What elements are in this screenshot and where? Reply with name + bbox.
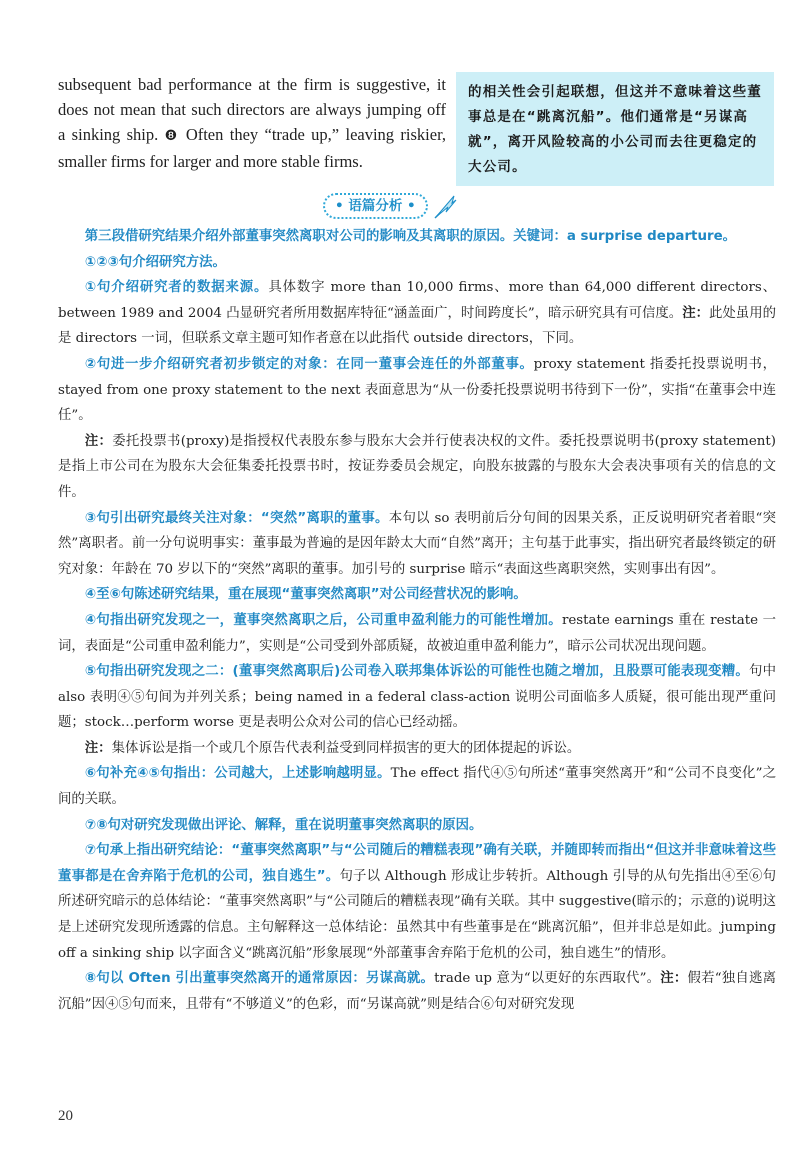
analysis-paragraph — [58, 429, 776, 506]
body-text: 集体诉讼是指一个或几个原告代表利益受到同样损害的更大的团体提起的诉讼。 — [111, 740, 581, 756]
body-text: 假若“独自逃离沉船”因④⑤句而来，且带有“不够道义”的色彩，而“另谋高就”则是结合⑥句对研究发现 — [58, 971, 776, 1012]
highlight-text: ④至⑥句陈述研究结果，重在展现“董事突然离职”对公司经营状况的影响。 — [84, 587, 527, 603]
analysis-paragraph — [58, 659, 776, 736]
analysis-paragraph — [58, 352, 776, 429]
note-label: 注： — [84, 740, 112, 756]
english-text-b: Often they “trade up,” leaving riskier, smaller firms for larger and more stable firms. — [58, 125, 447, 171]
sentence-8-marker: ❽ — [164, 128, 180, 144]
body-text: trade up 意为“以更好的东西取代”。 — [434, 971, 661, 987]
analysis-paragraph — [58, 582, 776, 608]
analysis-paragraph — [58, 761, 776, 812]
body-text: proxy statement 指委托投票说明书，stayed from one proxy statement to the next 表面意思为“从一份委托投票说明书待到下一份”，实指“在董事会中连任”。 — [58, 356, 776, 424]
analysis-paragraph — [58, 736, 776, 762]
body-text: 此处虽用的是 directors 一词，但联系文章主题可知作者意在以此指代 outside directors，下同。 — [58, 305, 776, 347]
highlight-text: ⑦⑧句对研究发现做出评论、解释，重在说明董事突然离职的原因。 — [84, 817, 483, 833]
note-label: 注： — [84, 433, 113, 449]
highlight-text: ⑤句指出研究发现之二：(董事突然离职后)公司卷入联邦集体诉讼的可能性也随之增加，且股票可能表现变糟。 — [84, 664, 749, 680]
highlight-text: ①句介绍研究者的数据来源。 — [84, 280, 269, 296]
body-text: 句中 also 表明④⑤句间为并列关系；being named in a federal class-action 说明公司面临多人质疑，很可能出现严重问题；stock…perform worse 更是表明公众对公司的信心已经动摇。 — [58, 664, 777, 731]
body-text: 委托投票书(proxy)是指授权代表股东参与股东大会并行使表决权的文件。委托投票说明书(proxy statement)是指上市公司在为股东大会征集委托投票书时，按证券委员会规定，向股东披露的与股东大会表决事项有关的信息的文件。 — [58, 433, 777, 500]
highlight-text: 第三段借研究结果介绍外部董事突然离职对公司的影响及其离职的原因。关键词：a surprise departure。 — [84, 229, 737, 244]
analysis-paragraph — [58, 966, 776, 1017]
body-text: restate earnings 重在 restate 一词，表面是“公司重申盈利能力”，实则是“公司受到外部质疑，故被迫重申盈利能力”，暗示公司状况出现问题。 — [58, 612, 776, 654]
section-title: • 语篇分析 • — [323, 193, 428, 219]
page-number: 20 — [58, 1108, 73, 1124]
analysis-body — [58, 224, 776, 1017]
analysis-paragraph — [58, 275, 776, 352]
note-label: 注： — [660, 971, 688, 987]
analysis-paragraph — [58, 608, 776, 659]
english-passage — [58, 72, 446, 174]
body-text: 句子以 Although 形成让步转折。Although 引导的从句先指出④至⑥句所述研究暗示的总体结论：“董事突然离职”与“公司随后的糟糕表现”确有关联。其中 suggestive(暗示的；示意的)说明这是上述研究发现所透露的信息。主句解释这一总体结论：虽然其中有些董事是在“跳离沉船”，但并非总是如此。jumping off a sinking ship 以字面含义“跳离沉船”形象展现“外部董事舍弃陷于危机的公司，独自逃生”的情形。 — [58, 868, 776, 961]
english-text-a: subsequent bad performance at the firm is suggestive, it does not mean that such directors are always jumping off a sinking ship. — [58, 75, 446, 144]
body-text: 本句以 so 表明前后分句间的因果关系，正反说明研究者着眼“突然”离职者。前一分句说明事实：董事最为普遍的是因年龄太大而“自然”离开；主句基于此事实，指出研究者最终锁定的研究对象：年龄在 70 岁以下的“突然”离职的董事。加引号的 surprise 暗示“表面这些离职突然，实则事出有因”。 — [58, 510, 776, 577]
analysis-paragraph — [58, 838, 776, 966]
analysis-paragraph — [58, 224, 776, 250]
quill-pen-icon — [432, 193, 458, 219]
analysis-paragraph — [58, 250, 776, 276]
section-header — [323, 193, 458, 219]
analysis-paragraph — [58, 506, 776, 583]
highlight-text: ①②③句介绍研究方法。 — [84, 254, 226, 270]
highlight-text: ④句指出研究发现之一，董事突然离职之后，公司重申盈利能力的可能性增加。 — [84, 612, 562, 628]
analysis-paragraph — [58, 813, 776, 839]
highlight-text: ②句进一步介绍研究者初步锁定的对象：在同一董事会连任的外部董事。 — [84, 356, 534, 372]
highlight-text: ⑦句承上指出研究结论：“董事突然离职”与“公司随后的糟糕表现”确有关联，并随即转而指出“但这并非意味着这些董事都是在舍弃陷于危机的公司，独自逃生”。 — [58, 843, 776, 884]
body-text: The effect 指代④⑤句所述“董事突然离开”和“公司不良变化”之间的关联。 — [58, 766, 776, 808]
highlight-text: ⑧句以 Often 引出董事突然离开的通常原因：另谋高就。 — [84, 971, 435, 987]
note-label: 注： — [682, 305, 709, 321]
body-text: 具体数字 more than 10,000 firms、more than 64,000 different directors、between 1989 and 2004 凸显研究者所用数据库特征“涵盖面广，时间跨度长”，暗示研究具有可信度。 — [58, 280, 776, 321]
highlight-text: ③句引出研究最终关注对象：“突然”离职的董事。 — [84, 510, 389, 526]
highlight-text: ⑥句补充④⑤句指出：公司越大，上述影响越明显。 — [84, 766, 391, 782]
translation-box: 的相关性会引起联想，但这并不意味着这些董事总是在“跳离沉船”。他们通常是“另谋高就”，离开风险较高的小公司而去往更稳定的大公司。 — [456, 72, 774, 186]
